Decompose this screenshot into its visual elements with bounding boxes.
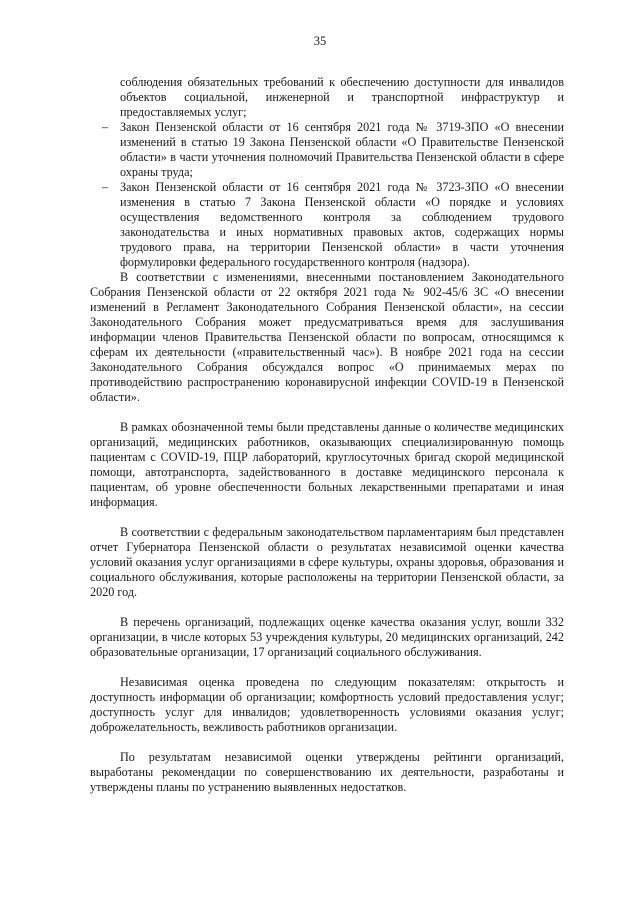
list-item — [90, 120, 564, 180]
list-item-text: Закон Пензенской области от 16 сентября 2021 года № 3723-ЗПО «О внесении изменения в статью 7 Закона Пензенской области «О порядке и условиях осуществления ведомственного контроля за соблюдением трудового законодательства и иных нормативных правовых актов, содержащих нормы трудового права, на территории Пензенской области» в части уточнения формулировки федерального государственного контроля (надзора). — [120, 180, 564, 269]
paragraph-covid-data: В рамках обозначенной темы были представлены данные о количестве медицинских организаций, медицинских работников, оказывающих специализированную помощь пациентам с COVID-19, ПЦР лабораторий, круглосуточных бригад скорой медицинской помощи, автотранспорта, задействованного в доставке медицинского персонала к пациентам, об уровне обеспеченности больных лекарственными препаратами и иная информация. — [90, 420, 564, 509]
paragraph-organizations-list: В перечень организаций, подлежащих оценке качества оказания услуг, вошли 332 организации, в числе которых 53 учреждения культуры, 20 медицинских организаций, 242 образовательные организации, 17 организаций социального обслуживания. — [90, 615, 564, 659]
paragraph-indicators: Независимая оценка проведена по следующим показателям: открытость и доступность информации об организации; комфортность условий предоставления услуг; доступность услуг для инвалидов; удовлетворенность условиями оказания услуг; доброжелательность, вежливость работников организации. — [90, 675, 564, 734]
list-dash: – — [102, 180, 109, 194]
list-item — [90, 180, 564, 270]
list-item-continuation: соблюдения обязательных требований к обеспечению доступности для инвалидов объектов социальной, инженерной и транспортной инфраструктур и предоставляемых услуг; — [120, 75, 564, 119]
list-item-text: Закон Пензенской области от 16 сентября 2021 года № 3719-ЗПО «О внесении изменений в статью 19 Закона Пензенской области «О Правительстве Пензенской области» в части уточнения полномочий Правительства Пензенской области в сфере охраны труда; — [120, 120, 564, 179]
paragraph-governor-report: В соответствии с федеральным законодательством парламентариям был представлен отчет Губернатора Пензенской области о результатах независимой оценки качества условий оказания услуг организациями в сфере культуры, охраны здоровья, образования и социального обслуживания, которые расположены на территории Пензенской области, за 2020 год. — [90, 525, 564, 599]
page-number: 35 — [313, 34, 327, 48]
paragraph-regulation: В соответствии с изменениями, внесенными постановлением Законодательного Собрания Пензенской области от 22 октября 2021 года № 902-45/6 ЗС «О внесении изменений в Регламент Законодательного Собрания Пензенской области», на сессии Законодательного Собрания может предусматриваться время для заслушивания информации членов Правительства Пензенской области по вопросам, относящимся к сферам их деятельности («правительственный час»). В ноябре 2021 года на сессии Законодательного Собрания обсуждался вопрос «О принимаемых мерах по противодействию распространению коронавирусной инфекции COVID-19 в Пензенской области». — [90, 270, 564, 404]
page-content — [90, 75, 564, 795]
paragraph-results: По результатам независимой оценки утверждены рейтинги организаций, выработаны рекомендации по совершенствованию их деятельности, разработаны и утверждены планы по устранению выявленных недостатков. — [90, 750, 564, 794]
law-list — [90, 120, 564, 270]
list-dash: – — [102, 120, 109, 134]
